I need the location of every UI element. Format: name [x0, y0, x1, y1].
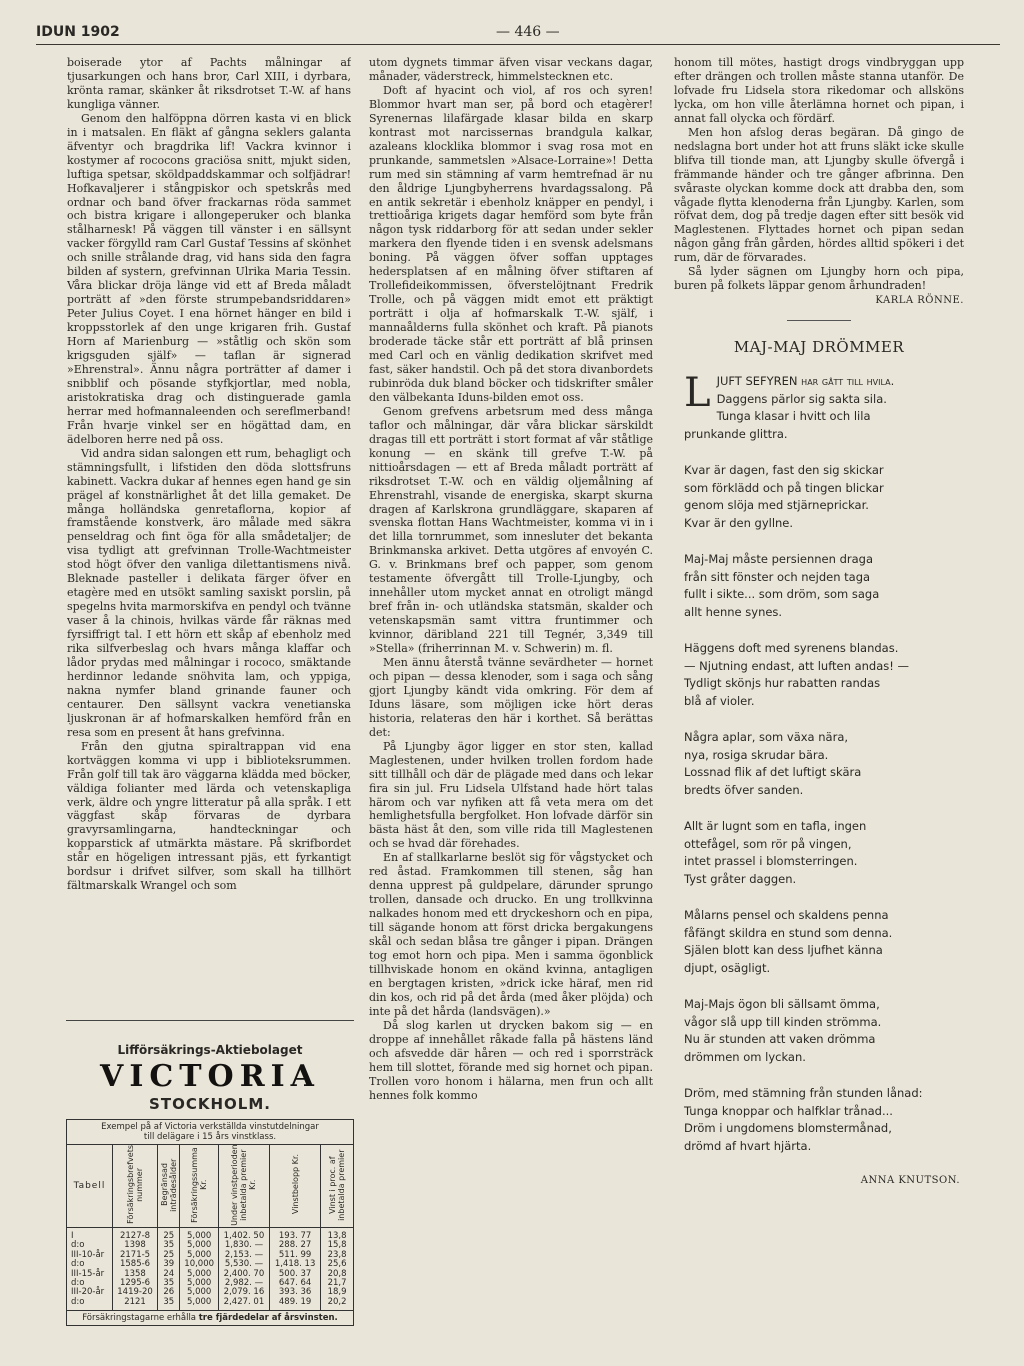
ad-table-cell: 10,000	[180, 1260, 218, 1269]
ad-table-cell: 25,6	[321, 1260, 353, 1269]
poem	[674, 370, 964, 1155]
ad-table-cell: 1295-6	[112, 1279, 157, 1288]
poem-line: fullt i sikte... som dröm, som saga	[684, 587, 880, 602]
col2-paragraph: utom dygnets timmar äfven visar veckans dagar, månader, väderstreck, himmelstecknen etc.	[369, 56, 653, 83]
poem-line: blå af violer.	[684, 693, 755, 708]
poem-line: från sitt fönster och nejden taga	[684, 569, 871, 584]
poem-line: Daggens pärlor sig sakta sila.	[716, 391, 887, 406]
ad-table-cell: 2,079. 16	[218, 1288, 269, 1297]
ad-header-label: Försäkringsbrefvets nummer	[126, 1145, 145, 1224]
poem-line: Några aplar, som växa nära,	[684, 730, 849, 745]
col1-paragraph: Från den gjutna spiraltrappan vid ena kortväggen komma vi upp i biblioteksrummen. Från golf till tak äro väggarna klädda med böcker, väldiga folianter med lärda och vetenskapliga verk, äldre och yngre litteratur på alla språk. I ett väggfast skåp förvaras de dyrbara gravyrsamlingarna, handteckningar och kopparstick af utmärkta mästare. På skrifbordet står en högeligen intressant pjäs, ett fyrkantigt bordsur i drifvet silfver, som skall ha tillhört fältmarskalk Wrangel och som	[67, 739, 351, 893]
poem-line: Kvar är dagen, fast den sig skickar	[684, 463, 884, 478]
ad-table-cell: 20,2	[321, 1298, 353, 1310]
ad-table-cell: 35	[158, 1241, 180, 1250]
poem-line: Tydligt skönjs hur rabatten randas	[684, 676, 881, 691]
ad-example-caption	[67, 1120, 353, 1145]
poem-line: Lossnad flik af det luftigt skära	[684, 765, 862, 780]
col3-paragraph: honom till mötes, hastigt drogs vindbryggan upp efter drängen och trollen måste stanna utanför. De lofvade fru Lidsela stora rikedomar och allsköns lycka, om hon ville återlämna hornet och pipan, i annat fall olycka och fördärf.	[674, 56, 964, 125]
col2-paragraph: En af stallkarlarne beslöt sig för vågstycket och red åstad. Framkommen till stenen, såg han denna upprest på guldpelare, därunder sprungo trollen, dansade och druckо. En ung trollkvinna nalkades honom med ett dryckeshorn och en pipa, till sägande honom att först dricka bergakungens skål och sedan blåsa tre gånger i pipan. Drängen tog emot horn och pipa. Men i samma ögonblick tillhviskade honom en okänd kvinna, antagligen en bergtagen kristen, »drick icke häraf, men rid din kos, och rid på det årda (med åker plöjda) och inte på det hårda (landsvägen).»	[369, 851, 653, 1018]
poem-stanza	[684, 1085, 964, 1155]
ad-table-cell: 35	[158, 1298, 180, 1310]
ad-table-cell: 2121	[112, 1298, 157, 1310]
poem-line: Dröm, med stämning från stunden lånad:	[684, 1086, 923, 1101]
col2-paragraph: Genom grefvens arbetsrum med dess många taflor och målningar, där våra blickar särskildt dragas till ett porträtt i stort format af vår ståtlige konung — en skänk till grefve T.-W. på nittioårsdagen — ett af Breda måladt porträtt af riksdrotset T.-W. och en väldig oljemålning af Ehrenstrahl, visande de energiska, skarpt skurna dragen af Karlskrona grundläggare, skaparen af svenska flottan Hans Wachtmeister, komma vi in i det lilla tornrummet, som innesluter det bekanta Brinkmanska arkivet. Detta utgöres af envoyén C. G. v. Brinkmans bref och papper, som genom testamente öfvergått till Trolle-Ljungby, och innehåller utom mycket annat en otroligt mängd bref från in- och utländska statsmän, skalder och vetenskapsmän samt vittra fruntimmer och kvinnor, däribland 221 till Tegnér, 3,349 till »Stella» (friherrinnan M. v. Schwerin) m. fl.	[369, 404, 653, 656]
ad-table-cell: 15,8	[321, 1241, 353, 1250]
poem-line: ottefågel, som rör på vingen,	[684, 836, 852, 851]
poem-line: allt henne synes.	[684, 604, 783, 619]
ad-table-header	[270, 1145, 321, 1227]
ad-table-cell: 26	[158, 1288, 180, 1297]
ad-header-label: Vinst i proc. af inbetalda premier	[328, 1148, 347, 1221]
ad-table-cell: 489. 19	[270, 1298, 321, 1310]
ad-table-header	[158, 1145, 180, 1227]
poem-line: Själen blott kan dess ljufhet känna	[684, 943, 883, 958]
poem-line: intet prassel i blomsterringen.	[684, 854, 858, 869]
ad-table-cell: 647. 64	[270, 1279, 321, 1288]
ad-table-cell: d:o	[71, 1277, 85, 1288]
col1-paragraph: Genom den halföppna dörren kasta vi en blick in i matsalen. En fläkt af gångna seklers galanta äfventyr och bragdrika lif! Vackra kvinnor i kostymer af rococons graciösa snitt, mjukt siden, luftiga spetsar, sköldpaddskammar och solfjädrar! Hofkavaljerer i stångpiskor och spetskrås med ordnar och band öfver frackarnas röda sammet och bistra krigare i allongeperuker och blanka stålharnesk! På väggen till vänster i en sällsynt vacker förgylld ram Carl Gustaf Tessins af skönhet och snille strålande drag, vid hans sida den fagra bilden af systern, grefvinnan Ulrika Maria Tessin. Våra blickar dröja länge vid ett af Breda måladt porträtt af »den förste strumpebandsriddaren» Peter Julius Coyet. I ena hörnet hänger en bild i kroppsstorlek af den unge krigaren frih. Gustaf Horn af Marienburg — »ståtlig och skön som krigsguden själf» — taflan är signerad »Ehrenstral». Ännu några porträtter af damer i snibblif och pösande styfkjortlar, med nobla, aristokratiska drag och distinguerade gamla herrar med hofmannaleenden och sereflmerband! Från hvarje vinkel ser en högättad dam, en ädelboren herre ned på oss.	[67, 111, 351, 446]
ad-table-cell: 5,000	[180, 1227, 218, 1241]
ad-company-name: Lifförsäkrings-Aktiebolaget	[117, 1043, 303, 1057]
poem-stanza	[684, 729, 964, 799]
ad-header-label: Försäkringssumma Kr.	[190, 1146, 209, 1223]
col1-paragraph: Vid andra sidan salongen ett rum, behagligt och stämningsfullt, i lifstiden den döda slottsfruns kabinett. Vackra dukar af hennes egen hand ge sin prägel af konstnärlighet åt det lilla gemaket. De många holländska genretaflorna, kopior af framstående konstverk, äro målade med säkra penseldrag och fint öga för alla smådetaljer; de visa tydligt att grefvinnan Trolle-Wachtmeister stod högt öfver den vanliga dilettantismens nivå. Bleknade pasteller i delikata färger öfver en etagère med en utsökt samling saxiskt porslin, på spegelns hvita marmorskifva en pendyl och tvänne vaser å la chinois, hvilkas värde får räknas med fyrsiffrigt tal. I ett hörn ett skåp af ebenholz med rika silfverbeslag och hvars många klaffar och lådor prydas med målningar i rococo, smäktande herdinnor ledande snöhvita lam, och yppiga, nakna nymfer bland grinande fauner och centaurer. Den sällsynt vackra venetianska ljuskronan är af hofmarskalken hemförd från en resa som en present åt hans grefvinna.	[67, 446, 351, 739]
section-divider	[787, 320, 851, 321]
ad-divider	[66, 1020, 354, 1021]
ad-table-cell: 1585-6	[112, 1260, 157, 1269]
col2-paragraph: Men ännu återstå tvänne sevärdheter — hornet och pipan — dessa klenoder, som i saga och sång gjort Ljungby kändt vida omkring. För dem af Iduns läsare, som möjligen icke hört deras historia, relateras den här i korthet. Så berättas det:	[369, 655, 653, 739]
ad-table-cell: III-10-år	[71, 1249, 105, 1260]
ad-table-row	[67, 1227, 353, 1241]
poem-line: Målarns pensel och skaldens penna	[684, 908, 889, 923]
ad-table-cell: 25	[158, 1251, 180, 1260]
poem-line: som förklädd och på tingen blickar	[684, 480, 884, 495]
ad-table-cell: 21,7	[321, 1279, 353, 1288]
poem-line: vågor slå upp till kinden strömma.	[684, 1014, 882, 1029]
poem-line: drömmen om lyckan.	[684, 1049, 806, 1064]
ad-table-cell: 5,000	[180, 1251, 218, 1260]
ad-table-header	[218, 1145, 269, 1227]
poem-line: djupt, osägligt.	[684, 960, 771, 975]
poem-line: JUFT SEFYREN har gått till hvila.	[716, 374, 895, 389]
story-signature: KARLA RÖNNE.	[875, 295, 964, 307]
ad-table-cell: III-20-år	[71, 1287, 105, 1298]
column-3	[674, 56, 964, 1188]
col2-paragraph: Då slog karlen ut drycken bakom sig — en droppe af innehållet råkade falla på hästens länd och afsvedde där håren — och red i sporrsträck hem till slottet, förande med sig hornet och pipan. Trollen voro honom i hälarna, men frun och allt hennes folk kommo	[369, 1018, 653, 1102]
ad-table-header	[180, 1145, 218, 1227]
ad-table-cell: 5,000	[180, 1241, 218, 1250]
ad-header-label: Vinstbelopp Kr.	[290, 1154, 300, 1215]
ad-table-cell: 1358	[112, 1270, 157, 1279]
poem-stanza	[684, 818, 964, 888]
victoria-advertisement	[66, 1020, 354, 1328]
ad-table-cell: 35	[158, 1279, 180, 1288]
poem-line: — Njutning endast, att luften andas! —	[684, 658, 910, 673]
poem-line: bredts öfver sanden.	[684, 782, 804, 797]
ad-table-cell: 1,402. 50	[218, 1227, 269, 1241]
poem-stanza	[684, 640, 964, 710]
ad-table-cell: 1,830. —	[218, 1241, 269, 1250]
page-number: — 446 —	[496, 24, 560, 40]
ad-table-row	[67, 1298, 353, 1310]
poem-line: drömd af hvart hjärta.	[684, 1138, 812, 1153]
ad-footer	[67, 1310, 353, 1325]
ad-table-header	[112, 1145, 157, 1227]
col2-paragraph: På Ljungby ägor ligger en stor sten, kallad Maglestenen, under hvilken trollen fordom hade sitt tillhåll och där de plägade med dans och lekar fira sin jul. Fru Lidsela Ulfstand hade hört talas härom och var nyfiken att få veta mera om det hemlighetsfulla bergfolket. Hon lofvade därför sin bästa häst åt den, som ville rida till Maglestenen och se hvad där förehades.	[369, 739, 653, 851]
poem-line: Allt är lugnt som en tafla, ingen	[684, 819, 867, 834]
ad-header-label: Tabell	[73, 1180, 106, 1191]
ad-table-cell: 24	[158, 1270, 180, 1279]
ad-table-cell: d:o	[71, 1259, 85, 1270]
ad-table-cell: 2,400. 70	[218, 1270, 269, 1279]
ad-table-box	[66, 1119, 354, 1326]
column-2	[369, 56, 653, 1356]
ad-table-cell: 2171-5	[112, 1251, 157, 1260]
ad-table-cell: 5,000	[180, 1288, 218, 1297]
poem-line: Häggens doft med syrenens blandas.	[684, 641, 899, 656]
poem-line: Dröm i ungdomens blomstermånad,	[684, 1121, 892, 1136]
ad-table-cell: 23,8	[321, 1251, 353, 1260]
ad-table-cell: 2,153. —	[218, 1251, 269, 1260]
column-1	[67, 56, 351, 1016]
ad-footer-bold: tre fjärdedelar af årsvinsten.	[198, 1313, 338, 1324]
ad-table-cell: 1398	[112, 1241, 157, 1250]
ad-table-cell: 5,000	[180, 1270, 218, 1279]
ad-header-label: Under vinstperioden inbetalda premier Kr.	[230, 1143, 258, 1226]
magazine-title: IDUN 1902	[36, 24, 120, 40]
poem-title: MAJ-MAJ DRÖMMER	[733, 338, 905, 357]
ad-table-cell: 1419-20	[112, 1288, 157, 1297]
col3-paragraph: Så lyder sägnen om Ljungby horn och pipa, buren på folkets läppar genom århundraden!	[674, 265, 964, 293]
poem-line: nya, rosiga skrudar bära.	[684, 747, 829, 762]
poem-stanza	[684, 462, 964, 532]
ad-example-line: Exempel på af Victoria verkställda vinstutdelningar	[101, 1122, 319, 1132]
ad-table-cell: d:o	[71, 1296, 85, 1307]
ad-table-cell: 39	[158, 1260, 180, 1269]
poem-stanza	[684, 907, 964, 977]
ad-table-header	[67, 1145, 112, 1227]
ad-table-cell: I	[71, 1230, 74, 1241]
ad-table-cell: 5,530. —	[218, 1260, 269, 1269]
ad-table-cell: 18,9	[321, 1288, 353, 1297]
poem-line: prunkande glittra.	[684, 426, 788, 441]
poem-line: genom slöja med stjärneprickar.	[684, 498, 869, 513]
ad-table-cell: 20,8	[321, 1270, 353, 1279]
ad-table-header	[321, 1145, 353, 1227]
poem-stanza	[684, 551, 964, 621]
poem-line: Kvar är den gyllne.	[684, 515, 794, 530]
ad-table-cell: III-15-år	[71, 1268, 105, 1279]
col1-paragraph: boiserade ytor af Pachts målningar af tjusarkungen och hans bror, Carl XIII, i dyrbara, krönta ramar, skänker åt riksdrotset T.-W. af hans kungliga vänner.	[67, 56, 351, 111]
poem-line: Maj-Maj måste persiennen draga	[684, 552, 873, 567]
ad-table-cell: d:o	[71, 1240, 85, 1251]
page-header	[36, 22, 1000, 45]
poem-author: ANNA KNUTSON.	[860, 1175, 960, 1187]
ad-table-cell: 5,000	[180, 1279, 218, 1288]
ad-table-cell: 2,427. 01	[218, 1298, 269, 1310]
poem-line: Tunga klasar i hvitt och lila	[716, 409, 871, 424]
poem-line: Maj-Majs ögon bli sällsamt ömma,	[684, 997, 880, 1012]
ad-footer-text: Försäkringstagarne erhålla	[82, 1313, 199, 1324]
poem-line: Tunga knoppar och halfklar trånad...	[684, 1103, 893, 1118]
poem-line: fåfängt skildra en stund som denna.	[684, 925, 893, 940]
ad-table-cell: 500. 37	[270, 1270, 321, 1279]
ad-example-line: till delägare i 15 års vinstklass.	[143, 1132, 277, 1142]
poem-stanza	[684, 996, 964, 1066]
ad-table-cell: 393. 36	[270, 1288, 321, 1297]
ad-table-cell: 2,982. —	[218, 1279, 269, 1288]
col3-paragraph: Men hon afslog deras begäran. Då gingo de nedslagna bort under hot att fruns släkt icke skulle blifva till tionde man, att Ljungby skulle öfvergå i främmande händer och tre gånger afbrinna. Den svåraste olyckan komme dock att drabba den, som vågade flytta klenoderna från Ljungby. Karlen, som röfvat dem, dog på tredje dagen efter sitt besök vid Maglestenen. Flyttades hornet och pipan sedan någon gång från gården, hördes alltid spökeri i det rum, där de förvarades.	[674, 125, 964, 265]
ad-city: STOCKHOLM.	[149, 1095, 271, 1113]
ad-table-cell: 5,000	[180, 1298, 218, 1310]
ad-table-cell: 25	[158, 1227, 180, 1241]
ad-table	[67, 1145, 353, 1310]
poem-line: Tyst gråter daggen.	[684, 871, 797, 886]
col2-paragraph: Doft af hyacint och viol, af ros och syren! Blommor hvart man ser, på bord och etagèrer! Syrenernas lilafärgade klasar bilda en skarp kontrast mot narcissernas brandgula kalkar, azaleans klocklika blommor i svag rosa mot en prunkande, sammetslen »Alsace-Lorraine»! Detta rum med sin stämning af varm hemtrefnad är nu den åldrige Ljungbyherrens hvardagssalong. På en antik sekretär i ebenholz knäpper en pendyl, i trettioåriga krigets dagar hemförd som byte från någon tysk riddarborg för att sedan under sekler markera den flyende tiden i en svensk adelsmans boning. På väggen öfver soffan upptages hedersplatsen af en målning öfver stiftaren af Trollefideikommissen, öfverstelöjtnant Fredrik Trolle, och på väggen midt emot ett präktigt porträtt i olja af hofmarskalk T.-W. själf, i mannaålderns fulla skönhet och kraft. På pianots broderade täcke står ett porträtt af blå prinsen med Carl och en vänlig dedikation skrifvet med fast, säker handstil. Och på det stora divanbordets rubinröda duk bland böcker och tidskrifter småler den välbekanta Iduns-bilden emot oss.	[369, 83, 653, 404]
ad-table-cell: 2127-8	[112, 1227, 157, 1241]
ad-table-cell: 1,418. 13	[270, 1260, 321, 1269]
ad-header-label: Begränsad inträdesålder	[159, 1157, 178, 1212]
ad-table-cell: 13,8	[321, 1227, 353, 1241]
ad-brand-logo: VICTORIA	[100, 1059, 320, 1094]
ad-table-cell: 511. 99	[270, 1251, 321, 1260]
poem-stanza	[684, 370, 964, 443]
ad-table-cell: 193. 77	[270, 1227, 321, 1241]
poem-line: Nu är stunden att vaken drömma	[684, 1032, 876, 1047]
ad-table-cell: 288. 27	[270, 1241, 321, 1250]
drop-cap: L	[684, 370, 711, 417]
